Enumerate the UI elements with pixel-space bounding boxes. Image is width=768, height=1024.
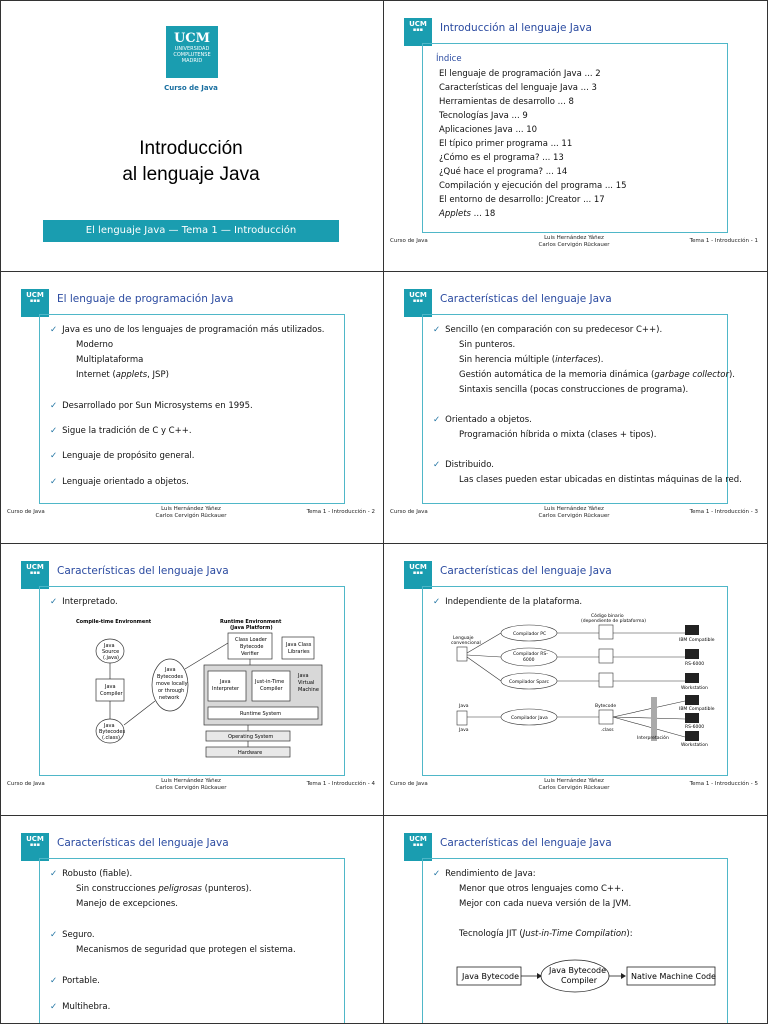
index-item: Applets ... 18 [439,209,496,219]
svg-text:(dependiente de plataforma): (dependiente de plataforma) [581,619,646,624]
index-item: Compilación y ejecución del programa ... 15 [439,181,627,191]
bullet: ✓ Sencillo (en comparación con su predecesor C++). [433,325,663,335]
slide-title: Características del lenguaje Java [440,837,612,849]
svg-text:Runtime Environment: Runtime Environment [220,619,282,625]
svg-text:Verifier: Verifier [241,651,259,657]
svg-text:Compilador Sparc: Compilador Sparc [509,680,549,685]
svg-text:Bytecode: Bytecode [595,704,617,709]
sub-bullet: Sin punteros. [459,340,516,350]
svg-text:Virtual: Virtual [298,680,315,686]
svg-text:Compilador Java: Compilador Java [511,716,548,721]
sub-bullet: Las clases pueden estar ubicadas en distintas máquinas de la red. [459,475,742,485]
jit-flow-diagram [423,953,723,1003]
index-item: El entorno de desarrollo: JCreator ... 17 [439,195,605,205]
index-item: El lenguaje de programación Java ... 2 [439,69,601,79]
svg-text:Workstation: Workstation [681,686,708,691]
svg-text:Lenguaje: Lenguaje [453,636,474,641]
slide-cover [0,0,384,272]
slide-title: Introducción al lenguaje Java [440,22,592,34]
slide-title: Características del lenguaje Java [440,293,612,305]
slide-independiente: UCM ▪▪▪ Características del lenguaje Java ✓ Independiente de la plataforma. Código binario (dependiente de plataforma) Lenguaje convencional Compilador PC Compilador RS- 6000 Compilador Sparc IBM Compatible RS-6000 Workstation Java Java Compilador Java Bytecode .class Interpretación IBM Compatible RS-6000 Workstation Curso de Java Luis Hernández Yáñez Carlos Cervigón Rückauer Tema 1 - Introducción - 5 [384,544,768,816]
svg-text:Libraries: Libraries [288,649,310,655]
slide-interpretado: UCM ▪▪▪ Características del lenguaje Java ✓ Interpretado. Compile-time Environment Runtime Environment (Java Platform) Java Source (.java) Java Compiler Java Bytecodes (.class) Java Bytecodes move locally or through network Class Loader Bytecode Verifier Java Class Libraries Java Interpreter Just-in-Time Compiler Java Virtual Machine Runtime System Operating System Hardware Curso de Java Luis Hernández Yáñez Carlos Cervigón Rückauer Tema 1 - Introducción - 4 [0,544,384,816]
svg-text:Class Loader: Class Loader [235,637,267,643]
bullet: ✓ Java es uno de los lenguajes de programación más utilizados. [50,325,325,335]
sub-bullet: Gestión automática de la memoria dinámica (garbage collector). [459,370,735,380]
svg-text:network: network [159,695,180,701]
slide-index: UCM ▪▪▪ Introducción al lenguaje Java Índice El lenguaje de programación Java ... 2 Características del lenguaje Java ... 3 Herramientas de desarrollo ... 8 Tecnologías Java ... 9 Aplicaciones Java ... 10 El típico primer programa ... 11 ¿Cómo es el programa? ... 13 ¿Qué hace el programa? ... 14 Compilación y ejecución del programa ... 15 El entorno de desarrollo: JCreator ... 17 Applets ... 18 Curso de Java Luis Hernández Yáñez Carlos Cervigón Rückauer Tema 1 - Introducción - 1 [384,0,768,272]
sub-bullet: Sintaxis sencilla (pocas construcciones de programa). [459,385,689,395]
index-item: Aplicaciones Java ... 10 [439,125,538,135]
bullet: ✓ Rendimiento de Java: [433,869,536,879]
index-item: El típico primer programa ... 11 [439,139,573,149]
bullet: ✓ Distribuido. [433,460,494,470]
index-item: ¿Qué hace el programa? ... 14 [439,167,568,177]
ucm-logo: UCM ▪▪▪ [21,833,49,861]
cover-title: Introducción al lenguaje Java [122,138,260,185]
svg-text:Compiler: Compiler [100,691,123,697]
svg-text:Java: Java [298,673,309,679]
svg-text:IBM Compatible: IBM Compatible [679,707,715,712]
svg-text:Bytecode: Bytecode [240,644,264,650]
sub-bullet: Mecanismos de seguridad que protegen el sistema. [76,945,296,955]
bullet: ✓ Robusto (fiable). [50,869,133,879]
svg-text:Just-in-Time: Just-in-Time [255,679,285,685]
bullet: ✓ Lenguaje de propósito general. [50,451,195,461]
content-panel [422,314,742,504]
bullet: ✓ Lenguaje orientado a objetos. [50,477,189,487]
svg-text:Compilador PC: Compilador PC [513,632,547,637]
svg-text:Hardware: Hardware [238,750,263,756]
course-label: Curso de Java [164,84,218,92]
sub-bullet: Menor que otros lenguajes como C++. [459,884,624,894]
sub-bullet: Sin construcciones peligrosas (punteros). [76,884,252,894]
svg-text:RS-6000: RS-6000 [685,662,705,667]
svg-text:Interpreter: Interpreter [212,686,240,692]
svg-text:Compiler: Compiler [260,686,283,692]
svg-text:Interpretación: Interpretación [637,736,669,741]
slide-caracteristicas-1: UCM ▪▪▪ Características del lenguaje Java ✓ Sencillo (en comparación con su predecesor C++). Sin punteros. Sin herencia múltiple (interfaces). Gestión automática de la memoria dinámica (garbage collector). Sintaxis sencilla (pocas construcciones de programa). ✓ Orientado a objetos. Programación híbrida o mixta (clases + tipos). ✓ Distribuido. Las clases pueden estar ubicadas en distintas máquinas de la red. Curso de Java Luis Hernández Yáñez Carlos Cervigón Rückauer Tema 1 - Introducción - 3 [384,272,768,544]
svg-text:.class: .class [601,728,614,733]
svg-text:Java: Java [165,667,176,673]
sub-bullet: Internet (applets, JSP) [76,370,169,380]
slide-robusto [0,816,384,1024]
content-panel [422,858,728,1024]
sub-bullet: Programación híbrida o mixta (clases + tipos). [459,430,657,440]
svg-text:Bytecodes: Bytecodes [99,729,126,735]
sub-bullet: Mejor con cada nueva versión de la JVM. [459,899,632,909]
cover-subtitle-bar: El lenguaje Java — Tema 1 — Introducción [43,220,339,242]
slide-rendimiento [384,816,768,1024]
content-panel [422,43,728,233]
svg-text:Workstation: Workstation [681,743,708,748]
ucm-logo: UCM ▪▪▪ [404,18,432,46]
slide-title: El lenguaje de programación Java [57,293,234,305]
bullet: ✓ Desarrollado por Sun Microsystems en 1995. [50,401,253,411]
content-panel [422,586,728,776]
bullet: ✓ Independiente de la plataforma. [433,597,583,607]
content-panel [39,586,345,776]
svg-text:Java: Java [105,684,116,690]
bullet: ✓ Interpretado. [50,597,118,607]
ucm-logo: UCM ▪▪▪ [404,289,432,317]
slide-title: Características del lenguaje Java [57,837,229,849]
svg-text:Java: Java [220,679,231,685]
svg-text:Compilador RS-: Compilador RS- [513,652,548,657]
svg-text:6000: 6000 [523,658,535,663]
index-item: Características del lenguaje Java ... 3 [439,83,597,93]
svg-text:Java Bytecode: Java Bytecode [549,966,607,975]
svg-text:Java Bytecode: Java Bytecode [462,972,520,981]
svg-text:Java Class: Java Class [286,642,312,648]
platform-diagram [423,611,727,771]
sub-bullet: Tecnología JIT (Just-in-Time Compilation): [459,929,633,939]
sub-bullet: Manejo de excepciones. [76,899,178,909]
index-item: Tecnologías Java ... 9 [439,111,528,121]
svg-text:(Java Platform): (Java Platform) [230,625,273,631]
svg-text:RS-6000: RS-6000 [685,725,705,730]
ucm-logo: UCM ▪▪▪ [21,289,49,317]
ucm-logo: UCM ▪▪▪ [404,561,432,589]
index-item: ¿Cómo es el programa? ... 13 [439,153,564,163]
content-panel [39,314,345,504]
svg-text:Java: Java [459,728,469,733]
svg-text:Compiler: Compiler [561,976,598,985]
svg-text:(.java): (.java) [103,655,119,661]
svg-text:Bytecodes: Bytecodes [157,674,184,680]
sub-bullet: Multiplataforma [76,355,144,365]
content-panel [39,858,345,1024]
svg-text:move locally: move locally [156,681,188,687]
svg-text:Runtime System: Runtime System [240,711,282,717]
sub-bullet: Sin herencia múltiple (interfaces). [459,355,604,365]
index-heading: Índice [436,54,462,64]
ucm-logo: UCM UNIVERSIDAD COMPLUTENSE MADRID [166,26,218,78]
svg-text:Código binario: Código binario [591,614,624,619]
bullet: ✓ Multihebra. [50,1002,111,1012]
sub-bullet: Moderno [76,340,114,350]
svg-text:convencional: convencional [451,641,481,646]
bullet: ✓ Seguro. [50,930,95,940]
svg-text:Native Machine Code: Native Machine Code [631,972,716,981]
slide-title: Características del lenguaje Java [57,565,229,577]
svg-text:IBM Compatible: IBM Compatible [679,638,715,643]
svg-text:Operating System: Operating System [228,734,274,740]
svg-text:Machine: Machine [298,687,319,693]
index-item: Herramientas de desarrollo ... 8 [439,97,574,107]
slide-lenguaje: UCM ▪▪▪ El lenguaje de programación Java ✓ Java es uno de los lenguajes de programación más utilizados. Moderno Multiplataforma Internet (applets, JSP) ✓ Desarrollado por Sun Microsystems en 1995. ✓ Sigue la tradición de C y C++. ✓ Lenguaje de propósito general. ✓ Lenguaje orientado a objetos. Curso de Java Luis Hernández Yáñez Carlos Cervigón Rückauer Tema 1 - Introducción - 2 [0,272,384,544]
svg-text:or through: or through [158,688,185,694]
svg-text:(.class): (.class) [102,735,120,741]
svg-text:Source: Source [102,649,120,655]
jvm-diagram [40,613,344,773]
slide-title: Características del lenguaje Java [440,565,612,577]
ucm-logo: UCM ▪▪▪ [21,561,49,589]
bullet: ✓ Orientado a objetos. [433,415,532,425]
bullet: ✓ Sigue la tradición de C y C++. [50,426,192,436]
svg-text:Java: Java [104,643,115,649]
ucm-logo: UCM ▪▪▪ [404,833,432,861]
bullet: ✓ Portable. [50,976,100,986]
svg-text:Java: Java [459,704,469,709]
svg-text:Compile-time Environment: Compile-time Environment [76,619,152,625]
svg-text:Java: Java [104,723,115,729]
